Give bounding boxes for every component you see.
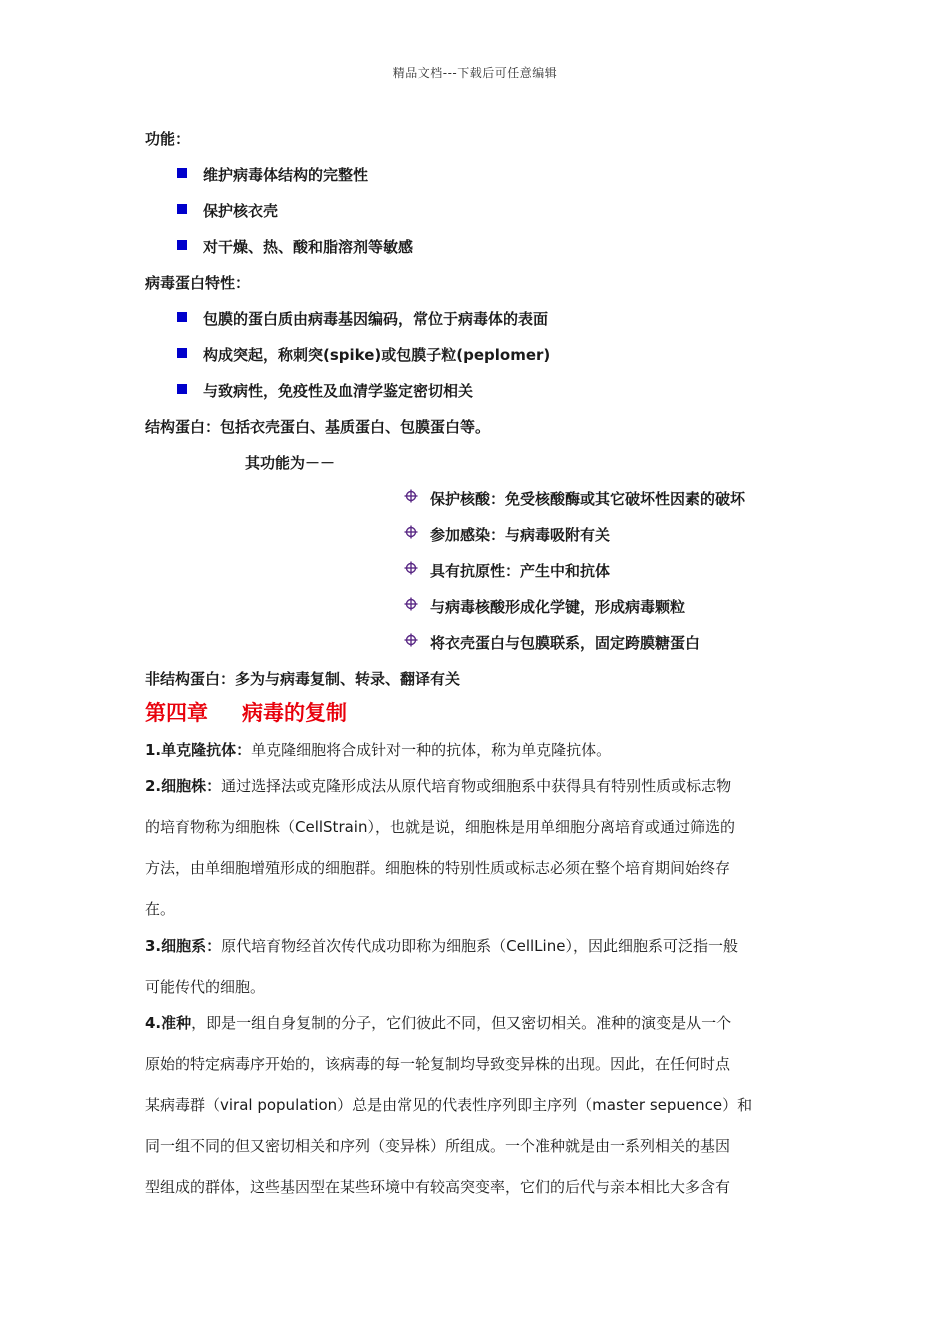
its-function-label: 其功能为－－ <box>245 454 336 472</box>
square-bullet-icon <box>177 348 187 358</box>
circle-cross-bullet-icon <box>404 561 418 575</box>
definition-term: 4.准种 <box>145 1014 192 1032</box>
definition-2: 2.细胞株：通过选择法或克隆形成法从原代培育物或细胞系中获得具有特别性质或标志物 的培育物称为细胞株（CellStrain），也就是说，细胞株是用单细胞分离培育或通过筛选的 方法，由单细胞增殖形成的细胞群。细胞株的特别性质或标志必须在整个培育期间始终存 在。 <box>145 777 735 918</box>
square-bullet-icon <box>177 168 187 178</box>
page-header: 精品文档---下载后可任意编辑 <box>392 66 558 80</box>
square-bullet-icon <box>177 384 187 394</box>
square-bullet-icon <box>177 312 187 322</box>
chapter-number: 第四章 <box>145 701 208 725</box>
definition-4: 4.准种，即是一组自身复制的分子，它们彼此不同，但又密切相关。准种的演变是从一个 原始的特定病毒序开始的，该病毒的每一轮复制均导致变异株的出现。因此，在任何时点 某病毒群（viral population）总是由常见的代表性序列即主序列（master sepuence）和 同一组不同的但又密切相关和序列（变异株）所组成。一个准种就是由一系列相关的基因 型组成的群体，这些基因型在某些环境中有较高突变率，它们的后代与亲本相比大多含有 <box>145 1014 753 1196</box>
square-bullet-icon <box>177 240 187 250</box>
structural-protein-line: 结构蛋白：包括衣壳蛋白、基质蛋白、包膜蛋白等。 <box>145 418 491 436</box>
circle-cross-bullet-icon <box>404 489 418 503</box>
chapter-title <box>145 697 347 727</box>
definition-term: 2.细胞株： <box>145 777 222 795</box>
function-heading: 功能： <box>145 130 191 148</box>
definition-term: 1.单克隆抗体： <box>145 741 252 759</box>
circle-cross-bullet-icon <box>404 597 418 611</box>
chapter-name: 病毒的复制 <box>242 701 347 725</box>
protein-heading: 病毒蛋白特性： <box>145 274 251 292</box>
definition-term: 3.细胞系： <box>145 937 222 955</box>
nonstructural-protein-line: 非结构蛋白：多为与病毒复制、转录、翻译有关 <box>145 670 461 688</box>
circle-cross-bullet-icon <box>404 525 418 539</box>
definition-3: 3.细胞系：原代培育物经首次传代成功即称为细胞系（CellLine），因此细胞系可泛指一般 可能传代的细胞。 <box>145 937 738 996</box>
circle-cross-bullet-icon <box>404 633 418 647</box>
square-bullet-icon <box>177 204 187 214</box>
definition-1: 1.单克隆抗体：单克隆细胞将合成针对一种的抗体，称为单克隆抗体。 <box>145 741 612 759</box>
